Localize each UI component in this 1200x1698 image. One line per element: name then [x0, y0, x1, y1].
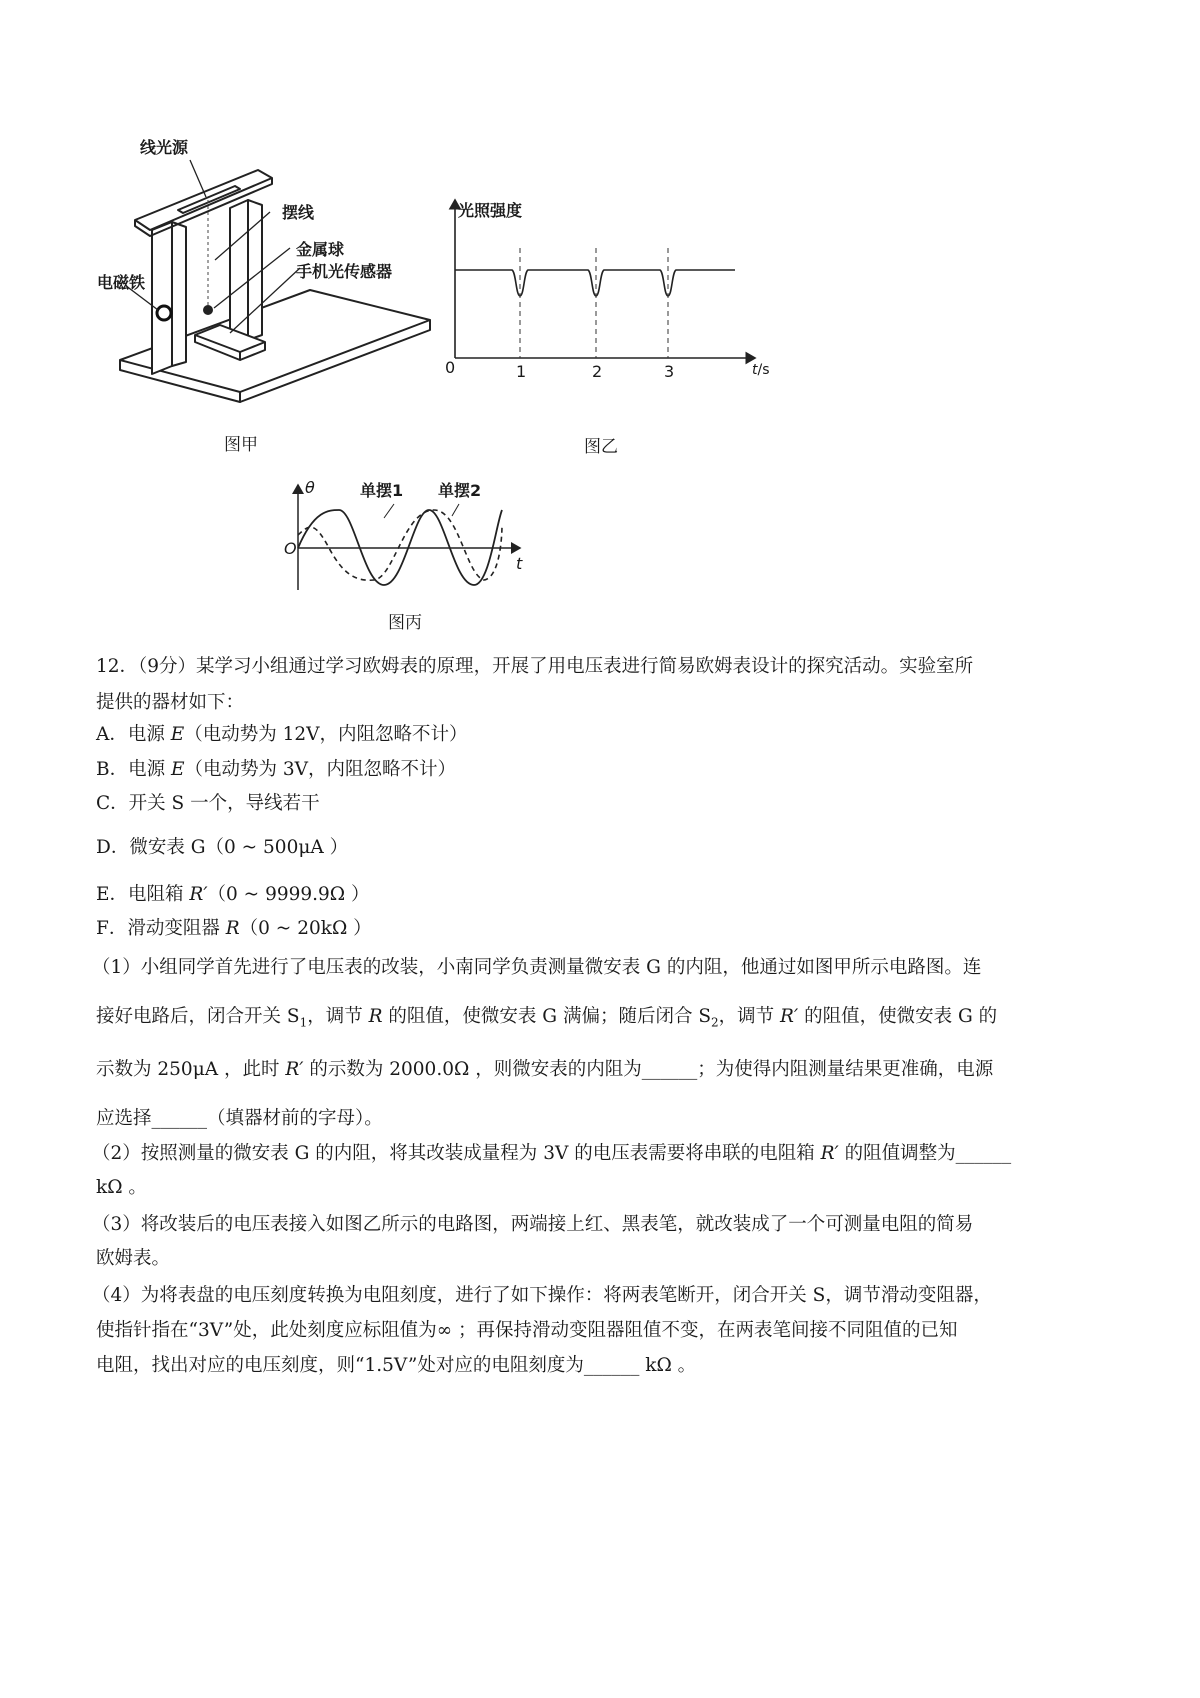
part4-line3: 电阻，找出对应的电压刻度，则“1.5V”处对应的电阻刻度为______ kΩ 。	[96, 1355, 697, 1376]
bing-series-2-label: 单摆2	[438, 481, 482, 500]
part1-line2-e: 的阻值，使微安表 G 的	[798, 1006, 998, 1027]
part3-line1: （3）将改装后的电压表接入如图乙所示的电路图，两端接上红、黑表笔，就改装成了一个可测量电阻的简易	[92, 1214, 974, 1235]
caption-yi: 图乙	[584, 437, 618, 457]
option-e-text: （0 ~ 9999.9Ω ）	[207, 884, 370, 905]
option-f-prefix: F．滑动变阻器	[96, 918, 226, 939]
part1-line1: （1）小组同学首先进行了电压表的改装，小南同学负责测量微安表 G 的内阻，他通过如图甲所示电路图。连	[92, 957, 982, 978]
part1-line2-d: ，调节	[718, 1006, 781, 1027]
option-a-text: （电动势为 12V，内阻忽略不计）	[184, 724, 468, 745]
part1-line2-var1: R	[368, 1006, 383, 1027]
part1-line4: 应选择______（填器材前的字母）。	[96, 1108, 383, 1129]
label-metal-ball: 金属球	[296, 240, 345, 259]
part1-line3-a: 示数为 250μA ，此时	[96, 1059, 286, 1080]
part4-line1: （4）为将表盘的电压刻度转换为电阻刻度，进行了如下操作：将两表笔断开，闭合开关 S，调节滑动变阻器，	[92, 1285, 992, 1306]
label-phone-sensor: 手机光传感器	[296, 262, 393, 281]
figure-bing-angle-graph	[284, 480, 534, 600]
part1-line2-c: 的阻值，使微安表 G 满偏；随后闭合 S	[382, 1006, 712, 1027]
part1-line3	[96, 1055, 993, 1081]
caption-bing: 图丙	[388, 613, 422, 633]
yi-x-axis-label	[752, 362, 770, 378]
option-f-var: R	[225, 918, 240, 939]
part1-line2-b: ，调节	[307, 1006, 369, 1027]
yi-x-axis-unit: /s	[757, 362, 770, 378]
option-b-var: E	[170, 759, 185, 780]
part2-line2: kΩ 。	[96, 1177, 147, 1198]
bing-x-axis-label: t	[516, 554, 523, 573]
yi-x-axis-var: t	[752, 362, 758, 378]
bing-series-1-label: 单摆1	[360, 481, 404, 500]
label-line-source: 线光源	[140, 138, 189, 157]
part2-line1-a: （2）按照测量的微安表 G 的内阻，将其改装成量程为 3V 的电压表需要将串联的电阻箱	[92, 1143, 821, 1164]
part1-line2-var2: R′	[780, 1006, 799, 1027]
part1-line2-sub2: 2	[711, 1015, 719, 1030]
option-e	[96, 880, 370, 906]
option-e-var: R′	[189, 884, 208, 905]
option-f-text: （0 ~ 20kΩ ）	[239, 918, 372, 939]
option-e-prefix: E．电阻箱	[96, 884, 190, 905]
bing-origin-label: O	[284, 539, 297, 558]
option-d: D．微安表 G（0 ~ 500μA ）	[96, 837, 349, 858]
label-electromagnet: 电磁铁	[97, 273, 146, 292]
option-b	[96, 755, 456, 781]
part1-line2-a: 接好电路后，闭合开关 S	[96, 1006, 300, 1027]
question-stem-line2: 提供的器材如下：	[96, 692, 245, 713]
option-f	[96, 914, 372, 940]
part3-line2: 欧姆表。	[96, 1248, 171, 1269]
part1-line2-sub1: 1	[299, 1015, 308, 1030]
yi-tick-2: 2	[592, 362, 603, 381]
yi-y-axis-label: 光照强度	[458, 201, 523, 220]
label-pendulum-line: 摆线	[282, 203, 315, 222]
caption-jia: 图甲	[224, 435, 258, 455]
question-stem-line1: 12．（9分）某学习小组通过学习欧姆表的原理，开展了用电压表进行简易欧姆表设计的探究活动。实验室所	[96, 656, 974, 677]
part1-line3-b: 的示数为 2000.0Ω ，则微安表的内阻为______；为使得内阻测量结果更准确，电源	[303, 1059, 994, 1080]
option-a	[96, 720, 468, 746]
option-a-var: E	[170, 724, 185, 745]
yi-origin-label: 0	[445, 358, 456, 377]
part4-line2: 使指针指在“3V”处，此处刻度应标阻值为∞ ；再保持滑动变阻器阻值不变，在两表笔间接不同阻值的已知	[96, 1320, 958, 1341]
option-a-prefix: A．电源	[96, 724, 171, 745]
option-b-prefix: B．电源	[96, 759, 171, 780]
yi-tick-3: 3	[664, 362, 675, 381]
part2-line1-b: 的阻值调整为______	[838, 1143, 1012, 1164]
option-b-text: （电动势为 3V，内阻忽略不计）	[184, 759, 457, 780]
part2-line1	[92, 1139, 1011, 1165]
part1-line3-var: R′	[285, 1059, 304, 1080]
option-c: C．开关 S 一个，导线若干	[96, 793, 320, 814]
part1-line2	[96, 1002, 997, 1030]
part2-line1-var: R′	[820, 1143, 839, 1164]
yi-tick-1: 1	[516, 362, 527, 381]
bing-y-axis-label: θ	[305, 478, 315, 497]
